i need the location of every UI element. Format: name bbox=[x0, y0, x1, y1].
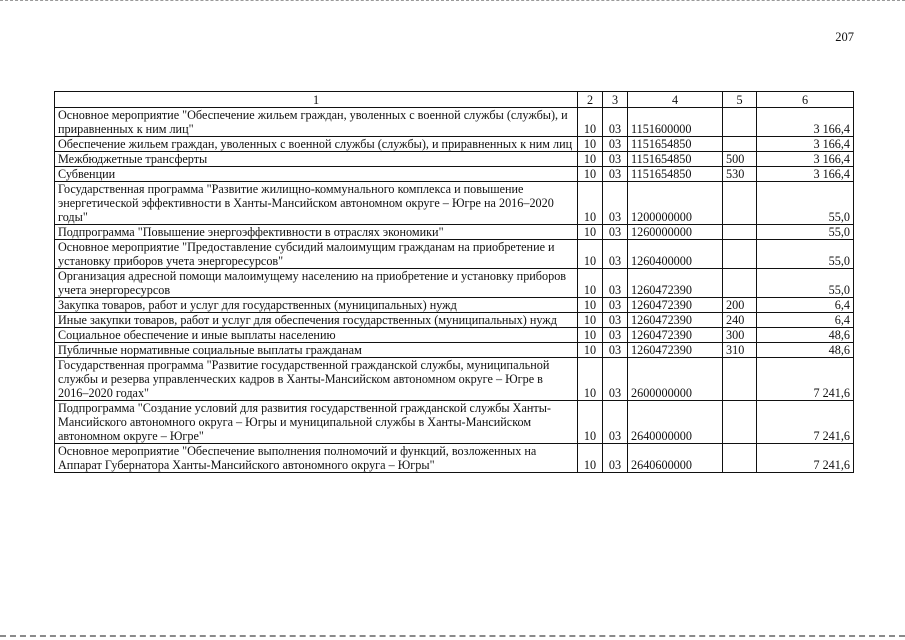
column-header: 2 bbox=[578, 92, 603, 108]
expense-type-code: 240 bbox=[723, 313, 757, 328]
target-article-code: 1200000000 bbox=[628, 182, 723, 225]
section-code: 10 bbox=[578, 298, 603, 313]
column-header: 4 bbox=[628, 92, 723, 108]
top-edge-rule bbox=[0, 0, 905, 1]
subsection-code: 03 bbox=[603, 225, 628, 240]
column-header: 1 bbox=[55, 92, 578, 108]
amount: 55,0 bbox=[757, 225, 854, 240]
section-code: 10 bbox=[578, 313, 603, 328]
table-row bbox=[55, 240, 854, 269]
amount: 48,6 bbox=[757, 343, 854, 358]
row-name: Иные закупки товаров, работ и услуг для обеспечения государственных (муниципальных) нужд bbox=[55, 313, 578, 328]
subsection-code: 03 bbox=[603, 358, 628, 401]
target-article-code: 2600000000 bbox=[628, 358, 723, 401]
row-name: Организация адресной помощи малоимущему населению на приобретение и установку приборов учета энергоресурсов bbox=[55, 269, 578, 298]
table-row bbox=[55, 298, 854, 313]
bottom-edge-rule bbox=[0, 635, 905, 637]
section-code: 10 bbox=[578, 358, 603, 401]
table-row bbox=[55, 225, 854, 240]
subsection-code: 03 bbox=[603, 313, 628, 328]
amount: 48,6 bbox=[757, 328, 854, 343]
target-article-code: 1260000000 bbox=[628, 225, 723, 240]
section-code: 10 bbox=[578, 108, 603, 137]
row-name: Государственная программа "Развитие жилищно-коммунального комплекса и повышение энергетической эффективности в Ханты-Мансийском автономном округе – Югре на 2016–2020 годы" bbox=[55, 182, 578, 225]
table-row bbox=[55, 328, 854, 343]
row-name: Подпрограмма "Создание условий для развития государственной гражданской службы Ханты-Мансийского автономного округа – Югры и муниципальной службы в Ханты-Мансийском автономном округе – Югре" bbox=[55, 401, 578, 444]
amount: 3 166,4 bbox=[757, 137, 854, 152]
page-number: 207 bbox=[835, 30, 854, 44]
target-article-code: 1260472390 bbox=[628, 343, 723, 358]
amount: 6,4 bbox=[757, 313, 854, 328]
target-article-code: 1151654850 bbox=[628, 152, 723, 167]
subsection-code: 03 bbox=[603, 328, 628, 343]
subsection-code: 03 bbox=[603, 269, 628, 298]
budget-table bbox=[54, 91, 854, 473]
amount: 3 166,4 bbox=[757, 108, 854, 137]
section-code: 10 bbox=[578, 137, 603, 152]
section-code: 10 bbox=[578, 343, 603, 358]
expense-type-code: 530 bbox=[723, 167, 757, 182]
expense-type-code bbox=[723, 108, 757, 137]
table-row bbox=[55, 401, 854, 444]
amount: 3 166,4 bbox=[757, 167, 854, 182]
section-code: 10 bbox=[578, 167, 603, 182]
column-header: 3 bbox=[603, 92, 628, 108]
expense-type-code: 310 bbox=[723, 343, 757, 358]
row-name: Основное мероприятие "Обеспечение выполнения полномочий и функций, возложенных на Аппарат Губернатора Ханты-Мансийского автономного округа – Югры" bbox=[55, 444, 578, 473]
row-name: Основное мероприятие "Предоставление субсидий малоимущим гражданам на приобретение и установку приборов учета энергоресурсов" bbox=[55, 240, 578, 269]
target-article-code: 1260472390 bbox=[628, 328, 723, 343]
subsection-code: 03 bbox=[603, 401, 628, 444]
table-row bbox=[55, 137, 854, 152]
section-code: 10 bbox=[578, 240, 603, 269]
target-article-code: 2640000000 bbox=[628, 401, 723, 444]
section-code: 10 bbox=[578, 401, 603, 444]
amount: 55,0 bbox=[757, 240, 854, 269]
row-name: Закупка товаров, работ и услуг для государственных (муниципальных) нужд bbox=[55, 298, 578, 313]
section-code: 10 bbox=[578, 328, 603, 343]
subsection-code: 03 bbox=[603, 444, 628, 473]
row-name: Основное мероприятие "Обеспечение жильем граждан, уволенных с военной службы (службы), и приравненных к ним лиц" bbox=[55, 108, 578, 137]
subsection-code: 03 bbox=[603, 108, 628, 137]
table-row bbox=[55, 108, 854, 137]
row-name: Подпрограмма "Повышение энергоэффективности в отраслях экономики" bbox=[55, 225, 578, 240]
row-name: Социальное обеспечение и иные выплаты населению bbox=[55, 328, 578, 343]
expense-type-code bbox=[723, 401, 757, 444]
expense-type-code: 300 bbox=[723, 328, 757, 343]
amount: 3 166,4 bbox=[757, 152, 854, 167]
section-code: 10 bbox=[578, 182, 603, 225]
expense-type-code bbox=[723, 358, 757, 401]
table-row bbox=[55, 343, 854, 358]
row-name: Обеспечение жильем граждан, уволенных с военной службы (службы), и приравненных к ним лиц bbox=[55, 137, 578, 152]
expense-type-code: 200 bbox=[723, 298, 757, 313]
table-row bbox=[55, 182, 854, 225]
target-article-code: 1151654850 bbox=[628, 167, 723, 182]
target-article-code: 1260472390 bbox=[628, 313, 723, 328]
expense-type-code bbox=[723, 240, 757, 269]
subsection-code: 03 bbox=[603, 152, 628, 167]
amount: 55,0 bbox=[757, 269, 854, 298]
target-article-code: 1260400000 bbox=[628, 240, 723, 269]
expense-type-code bbox=[723, 225, 757, 240]
amount: 55,0 bbox=[757, 182, 854, 225]
section-code: 10 bbox=[578, 444, 603, 473]
subsection-code: 03 bbox=[603, 167, 628, 182]
subsection-code: 03 bbox=[603, 182, 628, 225]
column-header: 5 bbox=[723, 92, 757, 108]
table-row bbox=[55, 313, 854, 328]
expense-type-code bbox=[723, 269, 757, 298]
row-name: Государственная программа "Развитие государственной гражданской службы, муниципальной службы и резерва управленческих кадров в Ханты-Мансийском автономном округе – Югре в 2016–2020 годах" bbox=[55, 358, 578, 401]
target-article-code: 1260472390 bbox=[628, 269, 723, 298]
expense-type-code: 500 bbox=[723, 152, 757, 167]
expense-type-code bbox=[723, 182, 757, 225]
target-article-code: 2640600000 bbox=[628, 444, 723, 473]
table-row bbox=[55, 358, 854, 401]
table-row bbox=[55, 167, 854, 182]
expense-type-code bbox=[723, 444, 757, 473]
amount: 7 241,6 bbox=[757, 444, 854, 473]
section-code: 10 bbox=[578, 152, 603, 167]
target-article-code: 1260472390 bbox=[628, 298, 723, 313]
amount: 7 241,6 bbox=[757, 401, 854, 444]
table-row bbox=[55, 269, 854, 298]
target-article-code: 1151654850 bbox=[628, 137, 723, 152]
expense-type-code bbox=[723, 137, 757, 152]
subsection-code: 03 bbox=[603, 137, 628, 152]
table-header-row bbox=[55, 92, 854, 108]
table-row bbox=[55, 444, 854, 473]
amount: 7 241,6 bbox=[757, 358, 854, 401]
section-code: 10 bbox=[578, 225, 603, 240]
row-name: Межбюджетные трансферты bbox=[55, 152, 578, 167]
subsection-code: 03 bbox=[603, 240, 628, 269]
row-name: Публичные нормативные социальные выплаты гражданам bbox=[55, 343, 578, 358]
row-name: Субвенции bbox=[55, 167, 578, 182]
amount: 6,4 bbox=[757, 298, 854, 313]
section-code: 10 bbox=[578, 269, 603, 298]
subsection-code: 03 bbox=[603, 343, 628, 358]
column-header: 6 bbox=[757, 92, 854, 108]
table-row bbox=[55, 152, 854, 167]
target-article-code: 1151600000 bbox=[628, 108, 723, 137]
subsection-code: 03 bbox=[603, 298, 628, 313]
